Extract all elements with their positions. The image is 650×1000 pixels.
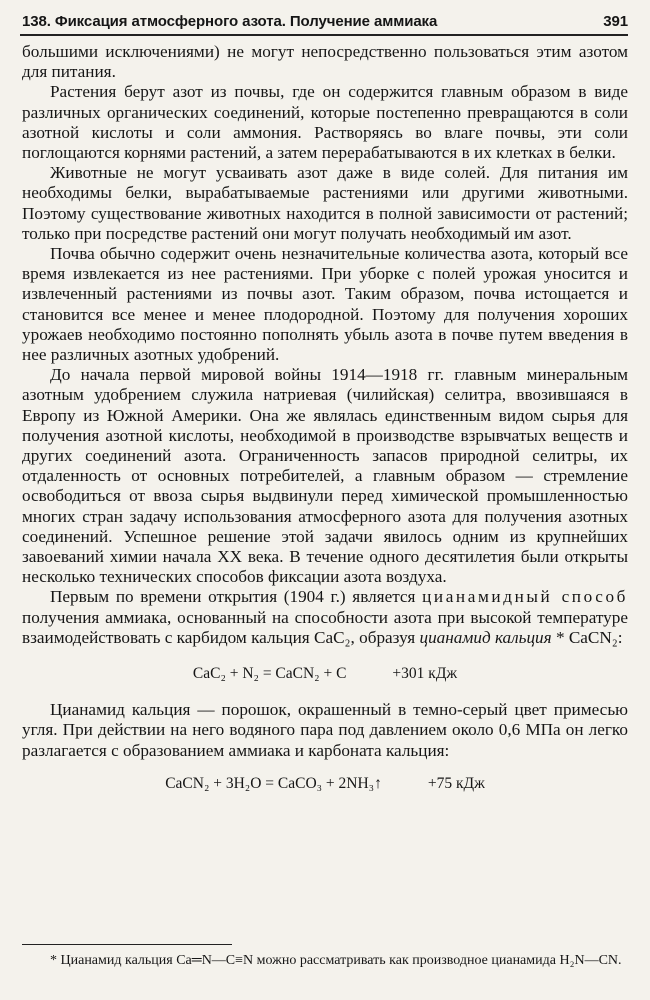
paragraph: Растения берут азот из почвы, где он содержится главным образом в виде различных органических соединений, которые постепенно превращаются в соли азотной кислоты и соли аммония. Растворяясь во влаге почвы, эти соли поглощаются корнями растений, а затем перерабатываются в их клетках в белки. bbox=[22, 82, 628, 163]
text-run: Первым по времени открытия (1904 г.) является bbox=[50, 587, 423, 607]
equation-formula: CaCN₂ + 3H₂O = CaCO₃ + 2NH₃↑ bbox=[165, 774, 382, 792]
spaced-term: цианамидный способ bbox=[422, 587, 628, 607]
header-rule bbox=[20, 34, 628, 36]
running-title: 138. Фиксация атмосферного азота. Получение аммиака bbox=[22, 12, 438, 30]
paragraph: большими исключениями) не могут непосредственно пользоваться этим азотом для питания. bbox=[22, 42, 628, 82]
equation-energy: +301 кДж bbox=[392, 664, 458, 682]
paragraph: Животные не могут усваивать азот даже в виде солей. Для питания им необходимы белки, вырабатываемые растениями или другими животными. Поэтому существование животных находится в полной зависимости от растений; только при посредстве растений они могут получать необходимый им азот. bbox=[22, 163, 628, 243]
paragraph bbox=[22, 587, 628, 648]
paragraph: Цианамид кальция — порошок, окрашенный в темно-серый цвет примесью угля. При действии на него водяного пара под давлением около 0,6 МПа он легко разлагается с образованием аммиака и карбоната кальция: bbox=[22, 700, 628, 760]
paragraph: Почва обычно содержит очень незначительные количества азота, который все время извлекается из нее растениями. При уборке с полей урожая уносится и извлеченный растениями из почвы азот. Таким образом, почва истощается и становится все менее и менее плодородной. Поэтому для получения хороших урожаев необходимо постоянно пополнять убыль азота в почве путем введения в нее различных азотных удобрений. bbox=[22, 244, 628, 365]
running-header bbox=[22, 8, 628, 34]
footnote-text: * Цианамид кальция Ca═N—C≡N можно рассматривать как производное цианамида H₂N—CN. bbox=[50, 953, 622, 968]
page-number: 391 bbox=[603, 12, 628, 30]
italic-term: цианамид кальция bbox=[419, 627, 552, 647]
text-run: * CaCN₂: bbox=[551, 627, 623, 647]
equation-energy: +75 кДж bbox=[427, 774, 485, 792]
footnote-rule bbox=[22, 944, 232, 945]
equation-2 bbox=[22, 761, 628, 807]
paragraph: До начала первой мировой войны 1914—1918 гг. главным минеральным азотным удобрением служила натриевая (чилийская) селитра, ввозившаяся в Европу из Южной Америки. Она же являлась единственным видом сырья для получения азотной кислоты, необходимой в производстве взрывчатых веществ и других соединений азота. Ограниченность запасов природной селитры, их отдаленность от основных потребителей, а главным образом — стремление освободиться от ввоза сырья выдвинули перед химической промышленностью многих стран задачу использования атмосферного азота для получения азотных соединений. Успешное решение этой задачи явилось одним из крупнейших завоеваний химии начала XX века. В течение одного десятилетия были открыты несколько технических способов фиксации азота воздуха. bbox=[22, 365, 628, 587]
equation-formula: CaC₂ + N₂ = CaCN₂ + C bbox=[192, 664, 347, 682]
text-run: получения аммиака, основанный на способности азота при высокой температуре взаимодействовать с карбидом кальция CaC₂, образуя bbox=[22, 607, 628, 647]
footnote bbox=[22, 952, 628, 969]
equation-1 bbox=[22, 648, 628, 700]
page-body bbox=[22, 42, 628, 807]
